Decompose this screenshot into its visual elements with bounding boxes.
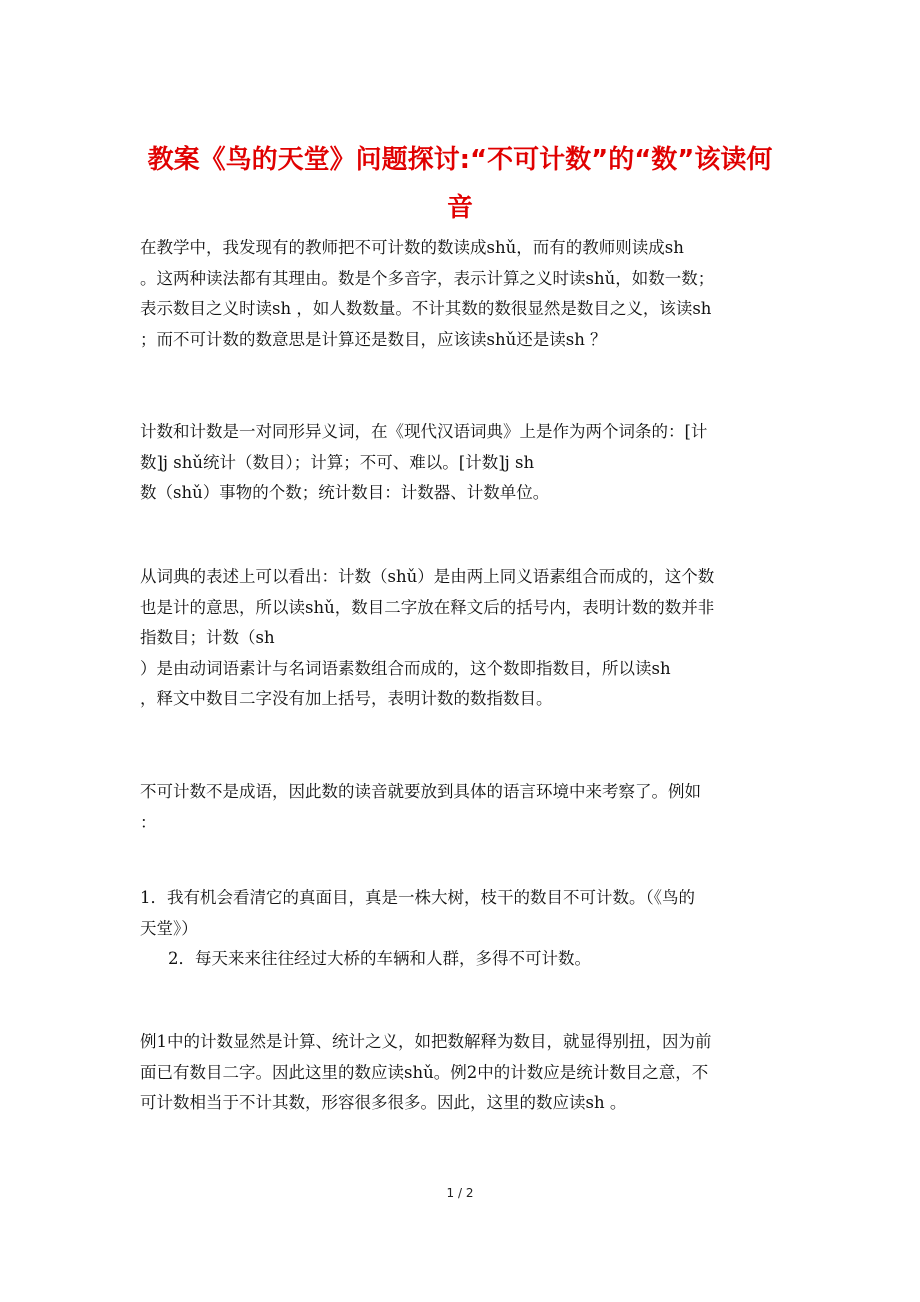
text-line: ： bbox=[140, 812, 157, 832]
example-line: 1．我有机会看清它的真面目，真是一株大树，枝干的数目不可计数。（《鸟的 bbox=[140, 888, 695, 907]
text-line: 数（shǔ）事物的个数；统计数目：计数器、计数单位。 bbox=[140, 483, 550, 502]
example-line: 天堂》） bbox=[140, 918, 198, 938]
text-line: 可计数相当于不计其数，形容很多很多。因此，这里的数应读sh 。 bbox=[140, 1093, 627, 1112]
text-line: 从词典的表述上可以看出：计数（shǔ）是由两上同义语素组合而成的，这个数 bbox=[140, 567, 715, 586]
example-line: 2．每天来来往往经过大桥的车辆和人群，多得不可计数。 bbox=[168, 949, 591, 968]
paragraph-dictionary bbox=[140, 417, 780, 509]
title-line: 教案《鸟的天堂》问题探讨:“不可计数”的“数”该读何 bbox=[147, 145, 773, 175]
title-line: 音 bbox=[446, 193, 473, 223]
paragraph-intro bbox=[140, 233, 780, 355]
text-line: 计数和计数是一对同形异义词，在《现代汉语词典》上是作为两个词条的：[计 bbox=[140, 422, 708, 441]
text-line: ，释文中数目二字没有加上括号，表明计数的数指数目。 bbox=[140, 689, 553, 708]
document-title bbox=[140, 136, 780, 232]
text-line: 表示数目之义时读sh ，如人数数量。不计其数的数很显然是数目之义，该读sh bbox=[140, 299, 712, 318]
text-line: 例1中的计数显然是计算、统计之义，如把数解释为数目，就显得别扭，因为前 bbox=[140, 1032, 712, 1051]
text-line: 面已有数目二字。因此这里的数应读shǔ。例2中的计数应是统计数目之意，不 bbox=[140, 1062, 709, 1082]
paragraph-examples bbox=[140, 883, 780, 975]
paragraph-context bbox=[140, 777, 780, 838]
text-line: 指数目；计数（sh bbox=[140, 628, 275, 647]
text-line: 在教学中，我发现有的教师把不可计数的数读成shǔ，而有的教师则读成sh bbox=[140, 238, 684, 257]
paragraph-analysis bbox=[140, 562, 780, 715]
text-line: 。这两种读法都有其理由。数是个多音字，表示计算之义时读shǔ，如数一数； bbox=[140, 268, 715, 288]
text-line: 也是计的意思，所以读shǔ，数目二字放在释文后的括号内，表明计数的数并非 bbox=[140, 597, 715, 617]
page-number: 1 / 2 bbox=[446, 1186, 474, 1200]
text-line: ）是由动词语素计与名词语素数组合而成的，这个数即指数目，所以读sh bbox=[140, 658, 671, 678]
text-line: 数]j shǔ统计（数目）；计算；不可、难以。[计数]j sh bbox=[140, 452, 535, 472]
text-line: 不可计数不是成语，因此数的读音就要放到具体的语言环境中来考察了。例如 bbox=[140, 782, 701, 801]
text-line: ；而不可计数的数意思是计算还是数目，应该读shǔ还是读sh ？ bbox=[140, 329, 607, 349]
paragraph-conclusion bbox=[140, 1027, 780, 1119]
